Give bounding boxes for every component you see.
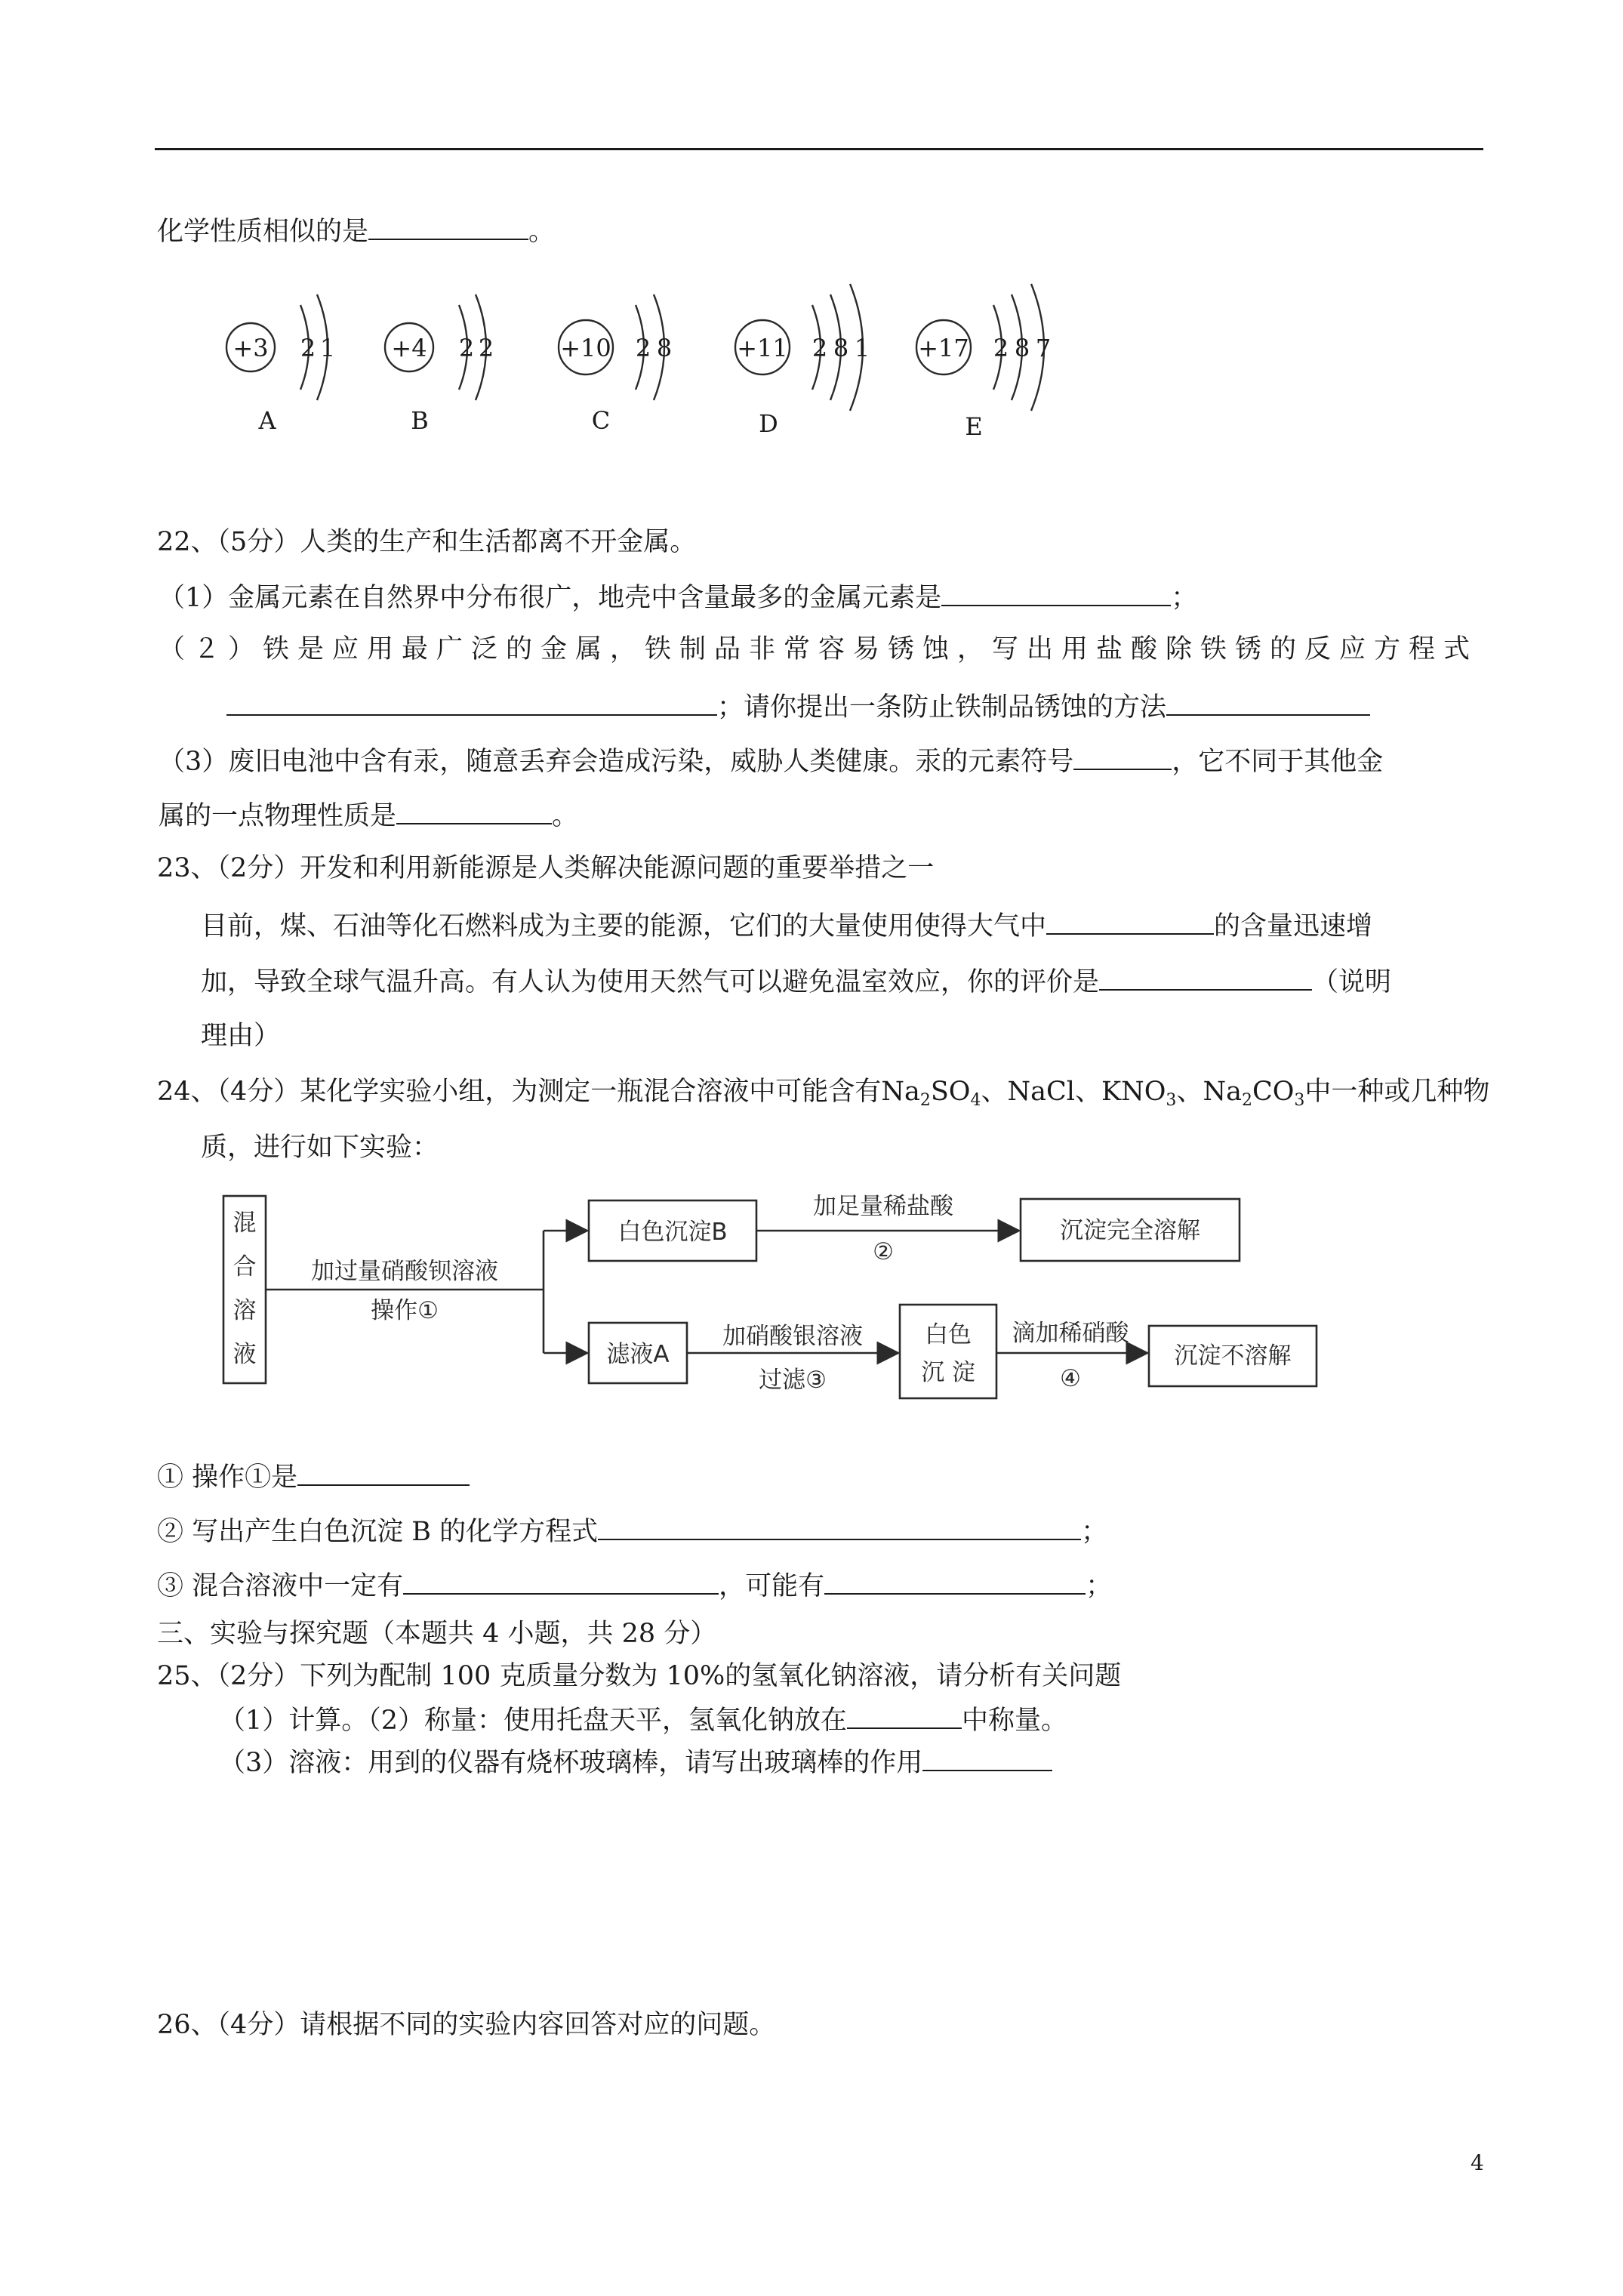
answer-blank [1166,689,1370,716]
filtrate-a-label: 滤液A [606,1341,670,1368]
answer-blank [1046,908,1214,935]
atom-c-shell-2: 8 [656,334,673,362]
op1-bottom-label: 操作① [371,1297,439,1324]
q22-part1 [159,579,1197,615]
not-dissolve-label: 沉淀不溶解 [1174,1342,1292,1370]
answer-blank [824,1567,1086,1595]
q24-sep1: 、NaCl、KNO [981,1077,1166,1107]
q23-line2 [201,963,1391,999]
q21-tail-line [157,213,555,248]
atom-d-shell-3: 1 [854,334,870,362]
q24-title-text-b: 中一种或几种物 [1304,1077,1490,1107]
atom-d-nucleus: +11 [737,334,788,362]
q25-line1-text-b: 中称量。 [962,1706,1068,1736]
atom-e-nucleus: +17 [918,334,969,362]
white-b-label: 白色沉淀B [617,1219,728,1246]
atom-b-shell-1: 2 [458,334,475,362]
q24-title [157,1075,1489,1108]
atom-b-nucleus: +4 [391,334,427,362]
atom-c-shell-1: 2 [635,334,651,362]
q22-part3-line1 [159,743,1383,778]
q25-line1-text-a: （1）计算。（2）称量：使用托盘天平，氢氧化钠放在 [219,1706,848,1736]
answer-blank [1073,743,1172,770]
q24-sep2: 、 [1176,1077,1203,1107]
answer-blank [368,213,528,240]
silver-bottom-label: 过滤③ [759,1367,827,1394]
q22-part3-line2 [159,797,578,833]
acid-top-label: 加足量稀盐酸 [813,1193,953,1220]
atom-a-label: A [258,406,276,435]
q24-sub3-end: ； [1086,1571,1113,1601]
q24-title-text-a: 24、（4分）某化学实验小组，为测定一瓶混合溶液中可能含有 [157,1077,882,1107]
q22-part3-line2-text: 属的一点物理性质是 [159,801,397,831]
atom-e-shell-1: 2 [993,334,1009,362]
atom-c-label: C [591,406,611,435]
na2co3-formula: $Na_2CO_3$ [1203,1077,1305,1110]
answer-blank [1099,963,1312,991]
atom-structure-diagram [204,266,1208,451]
atom-a-nucleus: +3 [233,334,269,362]
experiment-flowchart [219,1172,1329,1413]
q26-title: 26、（4分）请根据不同的实验内容回答对应的问题。 [157,2010,776,2040]
q25-line2-text: （3）溶液：用到的仪器有烧杯玻璃棒，请写出玻璃棒的作用 [219,1748,923,1778]
answer-blank [847,1702,962,1729]
q23-line2-text-a: 加，导致全球气温升高。有人认为使用天然气可以避免温室效应，你的评价是 [201,967,1100,997]
q21-tail-text: 化学性质相似的是 [157,217,369,247]
nitric-bottom-label: ④ [1060,1365,1081,1392]
q22-title: 22、（5分）人类的生产和生活都离不开金属。 [157,527,697,557]
q24-sub2 [157,1513,1107,1549]
page-number: 4 [1471,2150,1484,2175]
q23-line2-text-b: （说明 [1312,967,1392,997]
q24-sub3-text-a: ③ 混合溶液中一定有 [157,1571,404,1601]
answer-blank [403,1567,719,1595]
q22-part3-text-b: ，它不同于其他金 [1172,747,1384,777]
q24-sub3 [157,1567,1112,1603]
atom-e-shell-3: 7 [1035,334,1052,362]
q23-line1 [201,908,1372,943]
nitric-top-label: 滴加稀硝酸 [1012,1320,1129,1347]
na2so4-formula: $Na_2SO_4$ [881,1077,981,1110]
kno3-sub: 3 [1166,1091,1177,1110]
dissolve-label: 沉淀完全溶解 [1060,1217,1200,1244]
atom-a-shell-1: 2 [300,334,316,362]
q24-sub3-text-b: ，可能有 [719,1571,825,1601]
answer-blank [941,579,1171,606]
answer-blank [297,1459,470,1486]
answer-blank [226,689,717,716]
q23-line1-text-a: 目前，煤、石油等化石燃料成为主要的能源，它们的大量使用使得大气中 [201,911,1047,942]
q22-part2-line1: （２）铁是应用最广泛的金属，铁制品非常容易锈蚀，写出用盐酸除铁锈的反应方程式 [159,634,1479,664]
atom-d-label: D [759,409,778,438]
q24-sub2-text: ② 写出产生白色沉淀 B 的化学方程式 [157,1517,599,1547]
q23-line1-text-b: 的含量迅速增 [1214,911,1373,942]
answer-blank [598,1513,1081,1540]
q25-line1 [219,1702,1067,1737]
mixed-solution-char: 溶 [233,1297,257,1324]
q24-sub2-end: ； [1081,1517,1108,1547]
q23-line3: 理由） [201,1021,281,1051]
main-trunk [266,1231,544,1353]
header-rule [155,148,1483,150]
answer-blank [396,797,552,824]
q24-title-line2: 质，进行如下实验： [201,1133,439,1163]
atom-b-shell-2: 2 [478,334,494,362]
q22-part3-text-a: （3）废旧电池中含有汞，随意丢弃会造成污染，威胁人类健康。汞的元素符号 [159,747,1074,777]
atom-d-shell-1: 2 [812,334,828,362]
mixed-solution-label [233,1210,257,1368]
q25-line2 [219,1744,1052,1780]
op1-top-label: 加过量硝酸钡溶液 [311,1258,498,1285]
answer-blank [922,1744,1052,1771]
mixed-solution-char: 液 [233,1341,257,1368]
section-3-heading: 三、实验与探究题（本题共 4 小题，共 28 分） [157,1619,717,1649]
atom-c-nucleus: +10 [560,334,611,362]
q22-part2-line2-text: ；请你提出一条防止铁制品锈蚀的方法 [717,692,1167,723]
atom-a-shell-2: 1 [319,334,336,362]
q22-part3-end: 。 [552,801,579,831]
atom-b-label: B [411,406,429,435]
atom-d-shell-2: 8 [833,334,849,362]
mixed-solution-char: 混 [233,1210,257,1237]
acid-bottom-label: ② [873,1238,894,1265]
q23-title: 23、（2分）开发和利用新能源是人类解决能源问题的重要举措之一 [157,853,935,883]
q22-part1-end: ； [1171,583,1198,613]
atom-e-label: E [965,412,983,441]
q22-part1-text: （1）金属元素在自然界中分布很广，地壳中含量最多的金属元素是 [159,583,942,613]
white-ppt-top-label: 白色 [925,1321,972,1348]
q24-sub1-text: ① 操作①是 [157,1462,298,1493]
q22-part2-line2 [226,689,1370,724]
q25-title: 25、（2分）下列为配制 100 克质量分数为 10%的氢氧化钠溶液，请分析有关问题 [157,1661,1122,1691]
mixed-solution-char: 合 [233,1253,257,1281]
white-ppt-bottom-label: 沉 淀 [921,1359,975,1386]
atom-e-shell-2: 8 [1014,334,1030,362]
q24-sub1 [157,1459,470,1494]
silver-top-label: 加硝酸银溶液 [722,1323,863,1350]
q21-tail-end: 。 [528,217,556,247]
